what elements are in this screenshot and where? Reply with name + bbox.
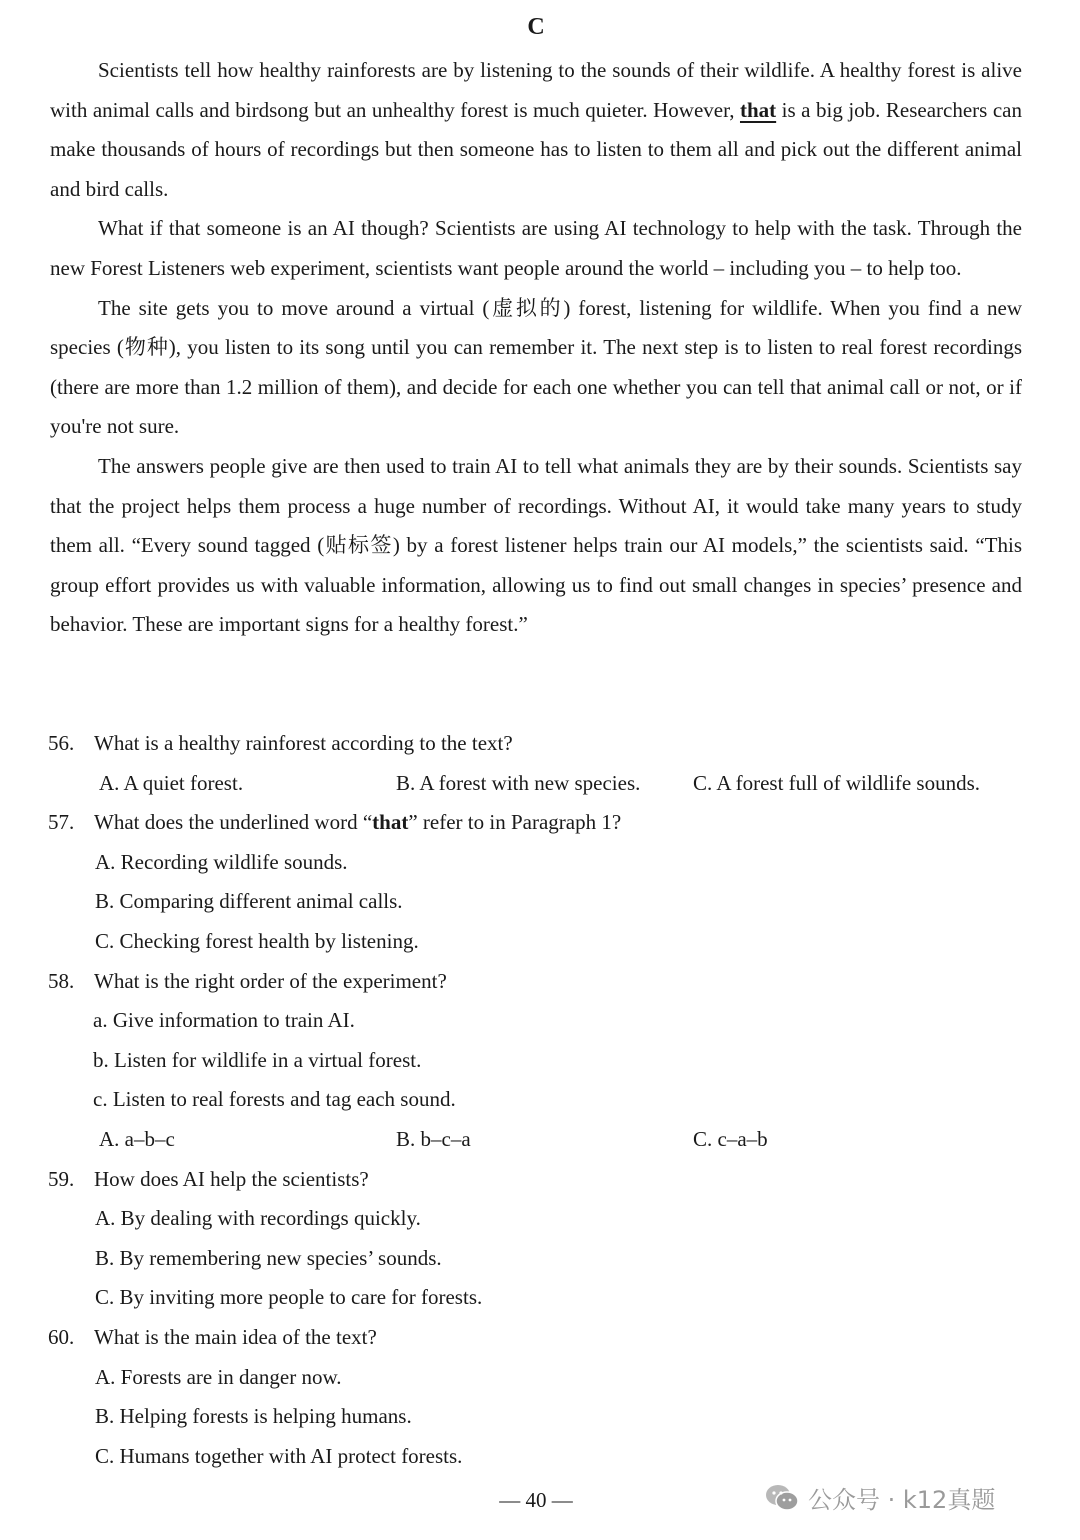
question-number: 59. [48, 1166, 75, 1191]
underlined-word: that [739, 97, 777, 122]
question-text-end: ” refer to in Paragraph 1? [408, 810, 622, 835]
step-a: a. Give information to train AI. [93, 1008, 355, 1033]
question-number: 57. [48, 810, 75, 835]
question-58 [48, 962, 1028, 1002]
option-a[interactable]: A. Recording wildlife sounds. [95, 849, 348, 874]
question-text: How does AI help the scientists? [94, 1166, 369, 1191]
question-text: What is a healthy rainforest according to the text? [94, 731, 513, 755]
option-a[interactable]: A. By dealing with recordings quickly. [95, 1206, 421, 1231]
paragraph-3: The site gets you to move around a virtual (虚拟的) forest, listening for wildlife. When you find a new species (物种), you listen to its song until you can remember it. The next step is to listen to real forest recordings (there are more than 1.2 million of them), and decide for each one whether you can tell that animal call or not, or if you're not sure. [50, 295, 1022, 439]
step-b: b. Listen for wildlife in a virtual forest. [93, 1047, 422, 1072]
paragraph-1 [50, 51, 1022, 209]
option-c[interactable]: C. Checking forest health by listening. [95, 928, 419, 953]
question-number: 58. [48, 968, 75, 993]
question-text-start: What does the underlined word “ [94, 810, 373, 835]
question-keyword: that [372, 810, 409, 835]
option-c[interactable]: C. Humans together with AI protect forests. [95, 1443, 463, 1468]
question-57 [48, 803, 1028, 843]
option-c[interactable]: C. c–a–b [693, 1126, 768, 1151]
option-b[interactable]: B. Comparing different animal calls. [95, 889, 403, 914]
question-number: 60. [48, 1324, 75, 1349]
option-c[interactable]: C. By inviting more people to care for forests. [95, 1285, 483, 1310]
reading-passage [50, 51, 1022, 645]
paragraph-4: The answers people give are then used to train AI to tell what animals they are by their sounds. Scientists say that the project helps them process a huge number of recordings. Without AI, it would take many years to study them all. “Every sound tagged (贴标签) by a forest listener helps train our AI models,” the scientists said. “This group effort provides us with valuable information, allowing us to find out small changes in species’ presence and behavior. These are important signs for a healthy forest.” [50, 453, 1022, 637]
option-a[interactable]: A. Forests are in danger now. [95, 1364, 342, 1389]
question-list [48, 724, 1028, 1476]
wechat-icon [764, 1483, 800, 1513]
paragraph-1-text-start: Scientists tell how healthy rainforests are by listening to the sounds of their wildlife. A healthy forest is alive with animal calls and birdsong but an unhealthy forest is much quieter. However, [50, 58, 1022, 122]
option-b[interactable]: B. b–c–a [396, 1126, 471, 1151]
option-b[interactable]: B. Helping forests is helping humans. [95, 1404, 412, 1429]
option-c[interactable]: C. A forest full of wildlife sounds. [693, 770, 980, 795]
question-text: What is the main idea of the text? [94, 1324, 377, 1349]
paragraph-1-text-end: is a big job. Researchers can make thousands of hours of recordings but then someone has to listen to them all and pick out the different animal and bird calls. [50, 97, 1022, 201]
question-58-options [48, 1120, 1028, 1160]
step-c: c. Listen to real forests and tag each sound. [93, 1087, 456, 1112]
paragraph-2: What if that someone is an AI though? Scientists are using AI technology to help with the task. Through the new Forest Listeners web experiment, scientists want people around the world – including you – to help too. [50, 216, 1022, 280]
page-number: — 40 — [499, 1488, 573, 1512]
question-text: What is the right order of the experiment? [94, 968, 447, 993]
option-b[interactable]: B. A forest with new species. [396, 770, 641, 795]
watermark-text: 公众号 · k12真题 [808, 1486, 996, 1514]
question-59 [48, 1160, 1028, 1200]
watermark [764, 1480, 995, 1515]
option-a[interactable]: A. A quiet forest. [99, 770, 244, 795]
question-60 [48, 1318, 1028, 1358]
question-56 [48, 724, 1028, 764]
option-a[interactable]: A. a–b–c [99, 1126, 175, 1151]
option-b[interactable]: B. By remembering new species’ sounds. [95, 1245, 442, 1270]
section-title: C [527, 14, 545, 40]
question-number: 56. [48, 731, 75, 755]
question-56-options [48, 764, 1028, 804]
